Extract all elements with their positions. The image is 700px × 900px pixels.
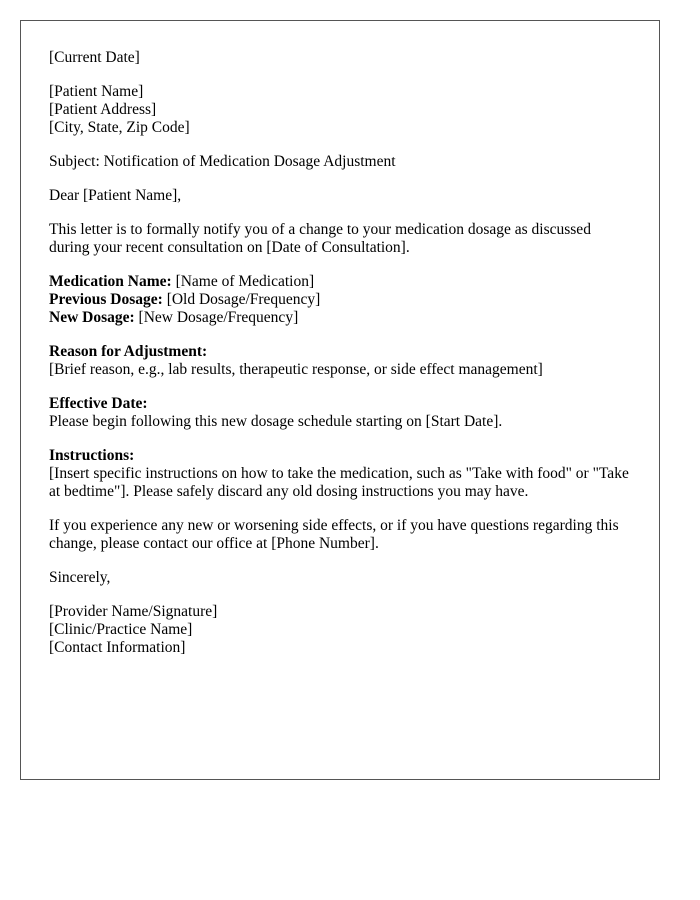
recipient-address: [Patient Address] [49,101,157,118]
previous-dosage-value: [Old Dosage/Frequency] [162,291,321,308]
provider-name: [Provider Name/Signature] [49,603,218,620]
letter-date [49,49,631,67]
subject-line [49,153,631,171]
contact-paragraph [49,517,631,553]
reason-section [49,343,631,379]
subject-text: Subject: Notification of Medication Dosage Adjustment [49,153,396,170]
salutation [49,187,631,205]
recipient-city-state-zip: [City, State, Zip Code] [49,119,190,136]
previous-dosage-row [49,291,631,309]
signature-block [49,603,631,657]
medication-name-row [49,273,631,291]
new-dosage-label: New Dosage: [49,309,135,326]
recipient-name: [Patient Name] [49,83,144,100]
effective-date-label: Effective Date: [49,395,148,412]
medication-name-value: [Name of Medication] [171,273,315,290]
contact-information: [Contact Information] [49,639,186,656]
new-dosage-value: [New Dosage/Frequency] [134,309,299,326]
effective-date-section [49,395,631,431]
new-dosage-row [49,309,631,327]
letter-page [20,20,660,780]
instructions-text: [Insert specific instructions on how to take the medication, such as "Take with food" or "Take at bedtime"]. Please safely discard any old dosing instructions you may have. [49,465,629,500]
closing [49,569,631,587]
salutation-text: Dear [Patient Name], [49,187,182,204]
instructions-label: Instructions: [49,447,135,464]
clinic-name: [Clinic/Practice Name] [49,621,193,638]
reason-text: [Brief reason, e.g., lab results, therapeutic response, or side effect management] [49,361,543,378]
effective-date-text: Please begin following this new dosage schedule starting on [Start Date]. [49,413,503,430]
recipient-address-block [49,83,631,137]
medication-name-label: Medication Name: [49,273,172,290]
closing-text: Sincerely, [49,569,111,586]
reason-label: Reason for Adjustment: [49,343,208,360]
contact-note-text: If you experience any new or worsening side effects, or if you have questions regarding this change, please contact our office at [Phone Number]. [49,517,619,552]
instructions-section [49,447,631,501]
medication-details [49,273,631,327]
intro-text: This letter is to formally notify you of a change to your medication dosage as discussed during your recent consultation on [Date of Consultation]. [49,221,591,256]
intro-paragraph [49,221,631,257]
previous-dosage-label: Previous Dosage: [49,291,163,308]
date-text: [Current Date] [49,49,140,66]
